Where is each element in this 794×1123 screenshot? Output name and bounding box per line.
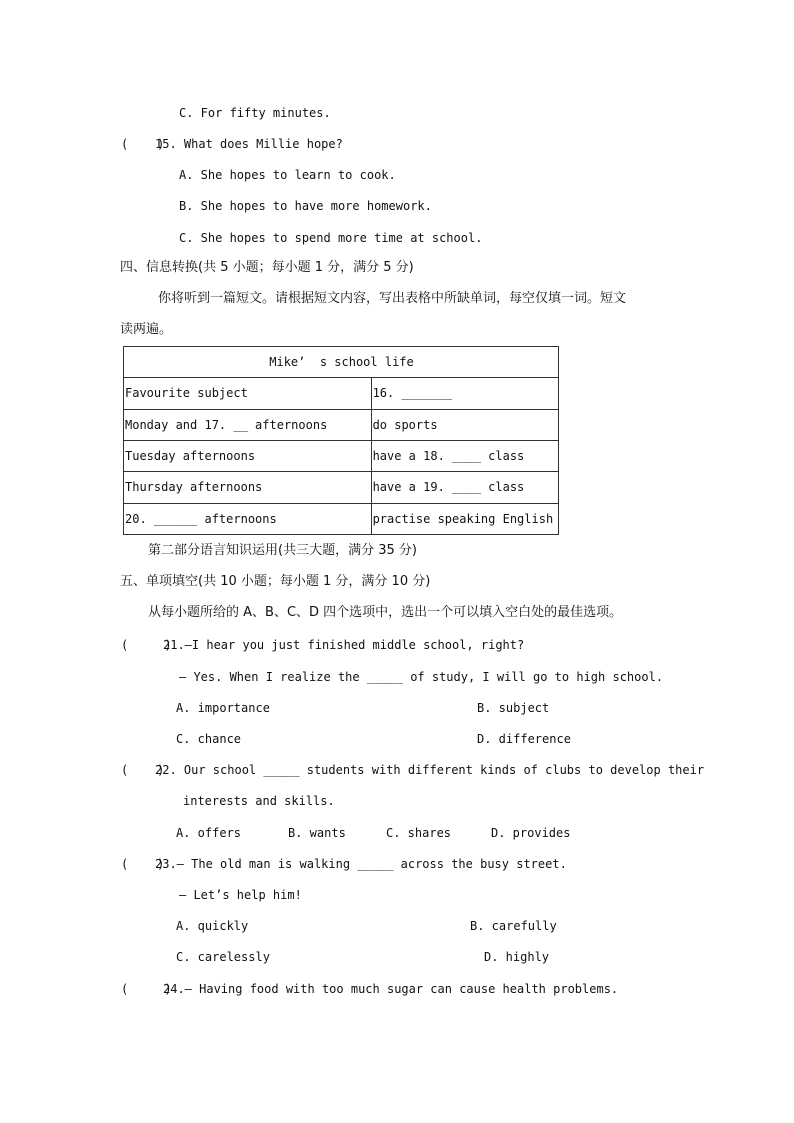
table-cell-left: Thursday afternoons (124, 472, 372, 503)
part2-heading: 第二部分语言知识运用(共三大题，满分 35 分) (148, 543, 417, 558)
table-row (124, 503, 559, 534)
q22-option-a: A. offers (176, 826, 242, 840)
q22-option-c: C. shares (386, 826, 452, 840)
section4-instruction-line2: 读两遍。 (120, 322, 173, 337)
q21-option-b: B. subject (477, 701, 550, 715)
q15-answer-paren: ( ) (121, 137, 165, 151)
table-cell-left: Favourite subject (124, 378, 372, 409)
table-cell-left: Tuesday afternoons (124, 440, 372, 471)
q24-answer-paren: ( ) (121, 982, 172, 996)
table-cell-left: Monday and 17. __ afternoons (124, 409, 372, 440)
q23-option-c: C. carelessly (176, 950, 270, 964)
q22-stem-continued: interests and skills. (183, 794, 335, 808)
q21-answer-paren: ( ) (121, 638, 172, 652)
q22-stem: 22. Our school _____ students with different kinds of clubs to develop their (155, 763, 705, 777)
table-row (124, 378, 559, 409)
table-row (124, 472, 559, 503)
section5-heading: 五、单项填空(共 10 小题；每小题 1 分，满分 10 分) (120, 574, 431, 589)
q21-option-c: C. chance (176, 732, 242, 746)
q21-option-a: A. importance (176, 701, 270, 715)
table-cell-right: 16. _______ (371, 378, 558, 409)
q23-answer-paren: ( ) (121, 857, 165, 871)
q23-option-a: A. quickly (176, 919, 249, 933)
table-cell-right: do sports (371, 409, 558, 440)
q23-option-d: D. highly (484, 950, 550, 964)
table-cell-right: practise speaking English (371, 503, 558, 534)
info-table (123, 346, 559, 535)
table-cell-right: have a 19. ____ class (371, 472, 558, 503)
table-row (124, 440, 559, 471)
section4-instruction-line1: 你将听到一篇短文。请根据短文内容，写出表格中所缺单词，每空仅填一词。短文 (158, 291, 627, 306)
q15-option-c: C. She hopes to spend more time at school. (179, 231, 483, 245)
q21-reply: — Yes. When I realize the _____ of study, I will go to high school. (179, 670, 664, 684)
table-cell-left: 20. ______ afternoons (124, 503, 372, 534)
q23-option-b: B. carefully (470, 919, 557, 933)
section4-heading: 四、信息转换(共 5 小题；每小题 1 分，满分 5 分) (120, 260, 414, 275)
section5-instruction: 从每小题所给的 A、B、C、D 四个选项中，选出一个可以填入空白处的最佳选项。 (148, 605, 623, 620)
table-cell-right: have a 18. ____ class (371, 440, 558, 471)
q22-option-d: D. provides (491, 826, 571, 840)
q14-option-c: C. For fifty minutes. (179, 106, 331, 120)
table-title: Mike’ s school life (124, 347, 559, 378)
q21-option-d: D. difference (477, 732, 571, 746)
q24-stem: 24.— Having food with too much sugar can cause health problems. (163, 982, 619, 996)
q23-stem: 23.— The old man is walking _____ across the busy street. (155, 857, 567, 871)
q21-stem: 21.—I hear you just finished middle school, right? (163, 638, 525, 652)
q15-stem: 15. What does Millie hope? (155, 137, 343, 151)
q15-option-a: A. She hopes to learn to cook. (179, 168, 396, 182)
q15-option-b: B. She hopes to have more homework. (179, 199, 432, 213)
q22-answer-paren: ( ) (121, 763, 165, 777)
q23-reply: — Let’s help him! (179, 888, 302, 902)
table-header-row (124, 347, 559, 378)
table-row (124, 409, 559, 440)
q22-option-b: B. wants (288, 826, 346, 840)
